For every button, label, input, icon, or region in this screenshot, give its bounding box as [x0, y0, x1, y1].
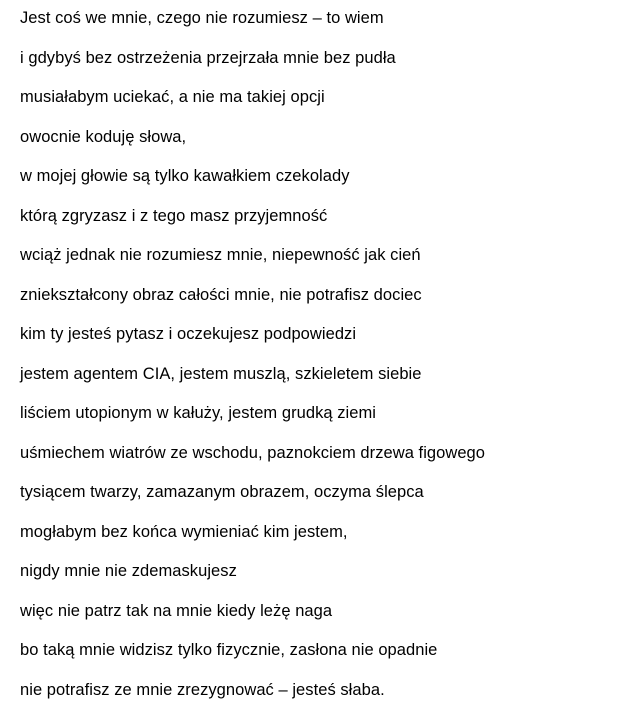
poem-line: w mojej głowie są tylko kawałkiem czekolady [20, 165, 610, 205]
poem-line: jestem agentem CIA, jestem muszlą, szkieletem siebie [20, 363, 610, 403]
poem-line: uśmiechem wiatrów ze wschodu, paznokciem drzewa figowego [20, 442, 610, 482]
poem-text [20, 7, 610, 718]
poem-line: którą zgryzasz i z tego masz przyjemność [20, 205, 610, 245]
poem-line: bo taką mnie widzisz tylko fizycznie, zasłona nie opadnie [20, 639, 610, 679]
poem-line: nigdy mnie nie zdemaskujesz [20, 560, 610, 600]
poem-line: wciąż jednak nie rozumiesz mnie, niepewność jak cień [20, 244, 610, 284]
poem-line: liściem utopionym w kałuży, jestem grudką ziemi [20, 402, 610, 442]
poem-line: mogłabym bez końca wymieniać kim jestem, [20, 521, 610, 561]
poem-line: kim ty jesteś pytasz i oczekujesz podpowiedzi [20, 323, 610, 363]
poem-line: tysiącem twarzy, zamazanym obrazem, oczyma ślepca [20, 481, 610, 521]
poem-line: nie potrafisz ze mnie zrezygnować – jesteś słaba. [20, 679, 610, 718]
poem-line: Jest coś we mnie, czego nie rozumiesz – to wiem [20, 7, 610, 47]
poem-line: więc nie patrz tak na mnie kiedy leżę naga [20, 600, 610, 640]
poem-line: owocnie koduję słowa, [20, 126, 610, 166]
poem-line: i gdybyś bez ostrzeżenia przejrzała mnie bez pudła [20, 47, 610, 87]
poem-line: musiałabym uciekać, a nie ma takiej opcji [20, 86, 610, 126]
poem-line: zniekształcony obraz całości mnie, nie potrafisz dociec [20, 284, 610, 324]
